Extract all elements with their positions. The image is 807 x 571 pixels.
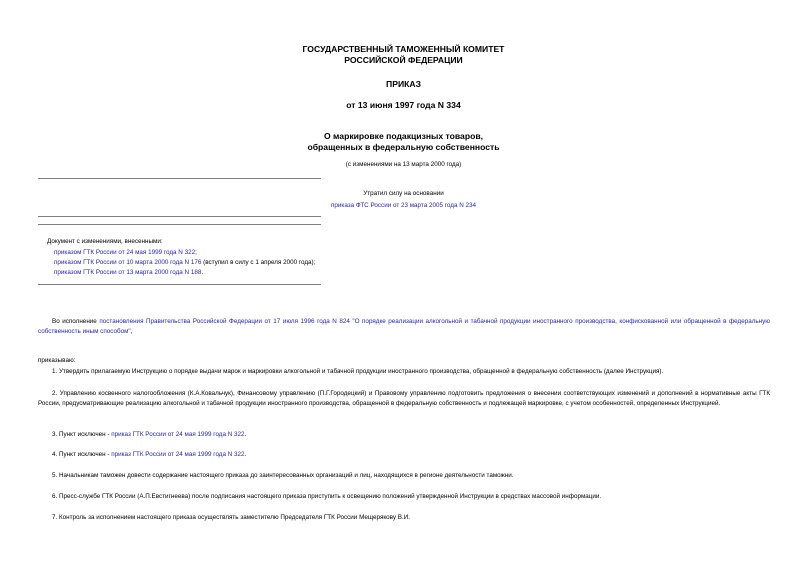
order-item-3-suffix: . — [244, 431, 247, 438]
void-notice-link[interactable]: приказа ФТС России от 23 марта 2005 года N 234 — [331, 202, 476, 209]
divider — [38, 284, 321, 285]
order-item-5: 5. Начальникам таможен довести содержание настоящего приказа до заинтересованных организаций и лиц, находящихся в регионе деятельности таможни. — [52, 472, 514, 479]
doc-date: от 13 июня 1997 года N 334 — [346, 100, 461, 110]
preamble-prefix: Во исполнение — [52, 318, 100, 325]
org-name-line1: ГОСУДАРСТВЕННЫЙ ТАМОЖЕННЫЙ КОМИТЕТ — [302, 44, 505, 54]
amendments-intro: Документ с изменениями, внесенными: — [47, 238, 163, 245]
order-item-3-prefix: 3. Пункт исключен - — [52, 431, 112, 438]
order-word: приказываю: — [38, 357, 76, 364]
amended-note: (с изменениями на 13 марта 2000 года) — [345, 161, 462, 168]
divider — [38, 224, 321, 225]
order-item-1: 1. Утвердить прилагаемую Инструкцию о порядке выдачи марок и маркировки алкогольной и табачной продукции иностранного производства, обращенной в федеральную собственность (далее Инструкция). — [52, 368, 664, 375]
preamble — [38, 317, 770, 337]
order-item-2: 2. Управлению косвенного налогообложения (К.А.Ковальчук), Финансовому управлению (П.Г.Городецкий) и Правовому управлению подготовить предложения о внесении соответствующих изменений и дополнений в нормативные акты ГТК России, предусматривающие реализацию алкогольной и табачной продукции иностранного производства, обращенной в федеральную собственность и подлежащей маркировке, с учетом особенностей, определенных Инструкцией. — [38, 390, 770, 407]
void-notice-text: Утратил силу на основании — [363, 190, 444, 197]
order-item-4-link[interactable]: приказ ГТК России от 24 мая 1999 года N 322 — [111, 451, 245, 458]
amendment-link[interactable]: приказом ГТК России от 24 мая 1999 года N 322 — [54, 249, 196, 256]
amendment-suffix: (вступил в силу с 1 апреля 2000 года); — [201, 259, 316, 266]
order-item-6: 6. Пресс-службе ГТК России (А.П.Евстигнеева) после подписания настоящего приказа приступить к освещению положений утвержденной Инструкции в средствах массовой информации. — [52, 493, 602, 500]
amendment-suffix: ; — [195, 249, 197, 256]
preamble-link[interactable]: постановления Правительства Российской Федерации от 17 июля 1996 года N 824 "О порядке реализации алкогольной и табачной продукции иностранного производства, конфискованной или обращенной в федеральную собственность иным способом" — [38, 318, 771, 335]
doc-type: ПРИКАЗ — [386, 79, 421, 89]
amendment-link[interactable]: приказом ГТК России от 10 марта 2000 года N 176 — [54, 259, 202, 266]
amendment-item — [54, 248, 197, 258]
order-item-4 — [52, 450, 246, 460]
order-item-4-prefix: 4. Пункт исключен - — [52, 451, 112, 458]
amendment-item — [54, 258, 315, 268]
order-item-3-link[interactable]: приказ ГТК России от 24 мая 1999 года N 322 — [111, 431, 245, 438]
org-name-line2: РОССИЙСКОЙ ФЕДЕРАЦИИ — [344, 55, 463, 65]
doc-title-line2: обращенных в федеральную собственность — [307, 142, 500, 152]
doc-title-line1: О маркировке подакцизных товаров, — [323, 131, 484, 141]
order-item-4-suffix: . — [244, 451, 247, 458]
order-item-3 — [52, 430, 246, 440]
preamble-suffix: , — [130, 328, 133, 335]
amendment-item — [54, 268, 203, 278]
void-notice — [0, 201, 807, 211]
amendment-link[interactable]: приказом ГТК России от 13 марта 2000 года N 188 — [54, 269, 202, 276]
divider — [38, 178, 321, 179]
divider — [38, 216, 321, 217]
amendment-suffix: . — [201, 269, 204, 276]
order-item-7: 7. Контроль за исполнением настоящего приказа осуществлять заместителю Председателя ГТК России Мещерякову В.И. — [52, 514, 411, 521]
